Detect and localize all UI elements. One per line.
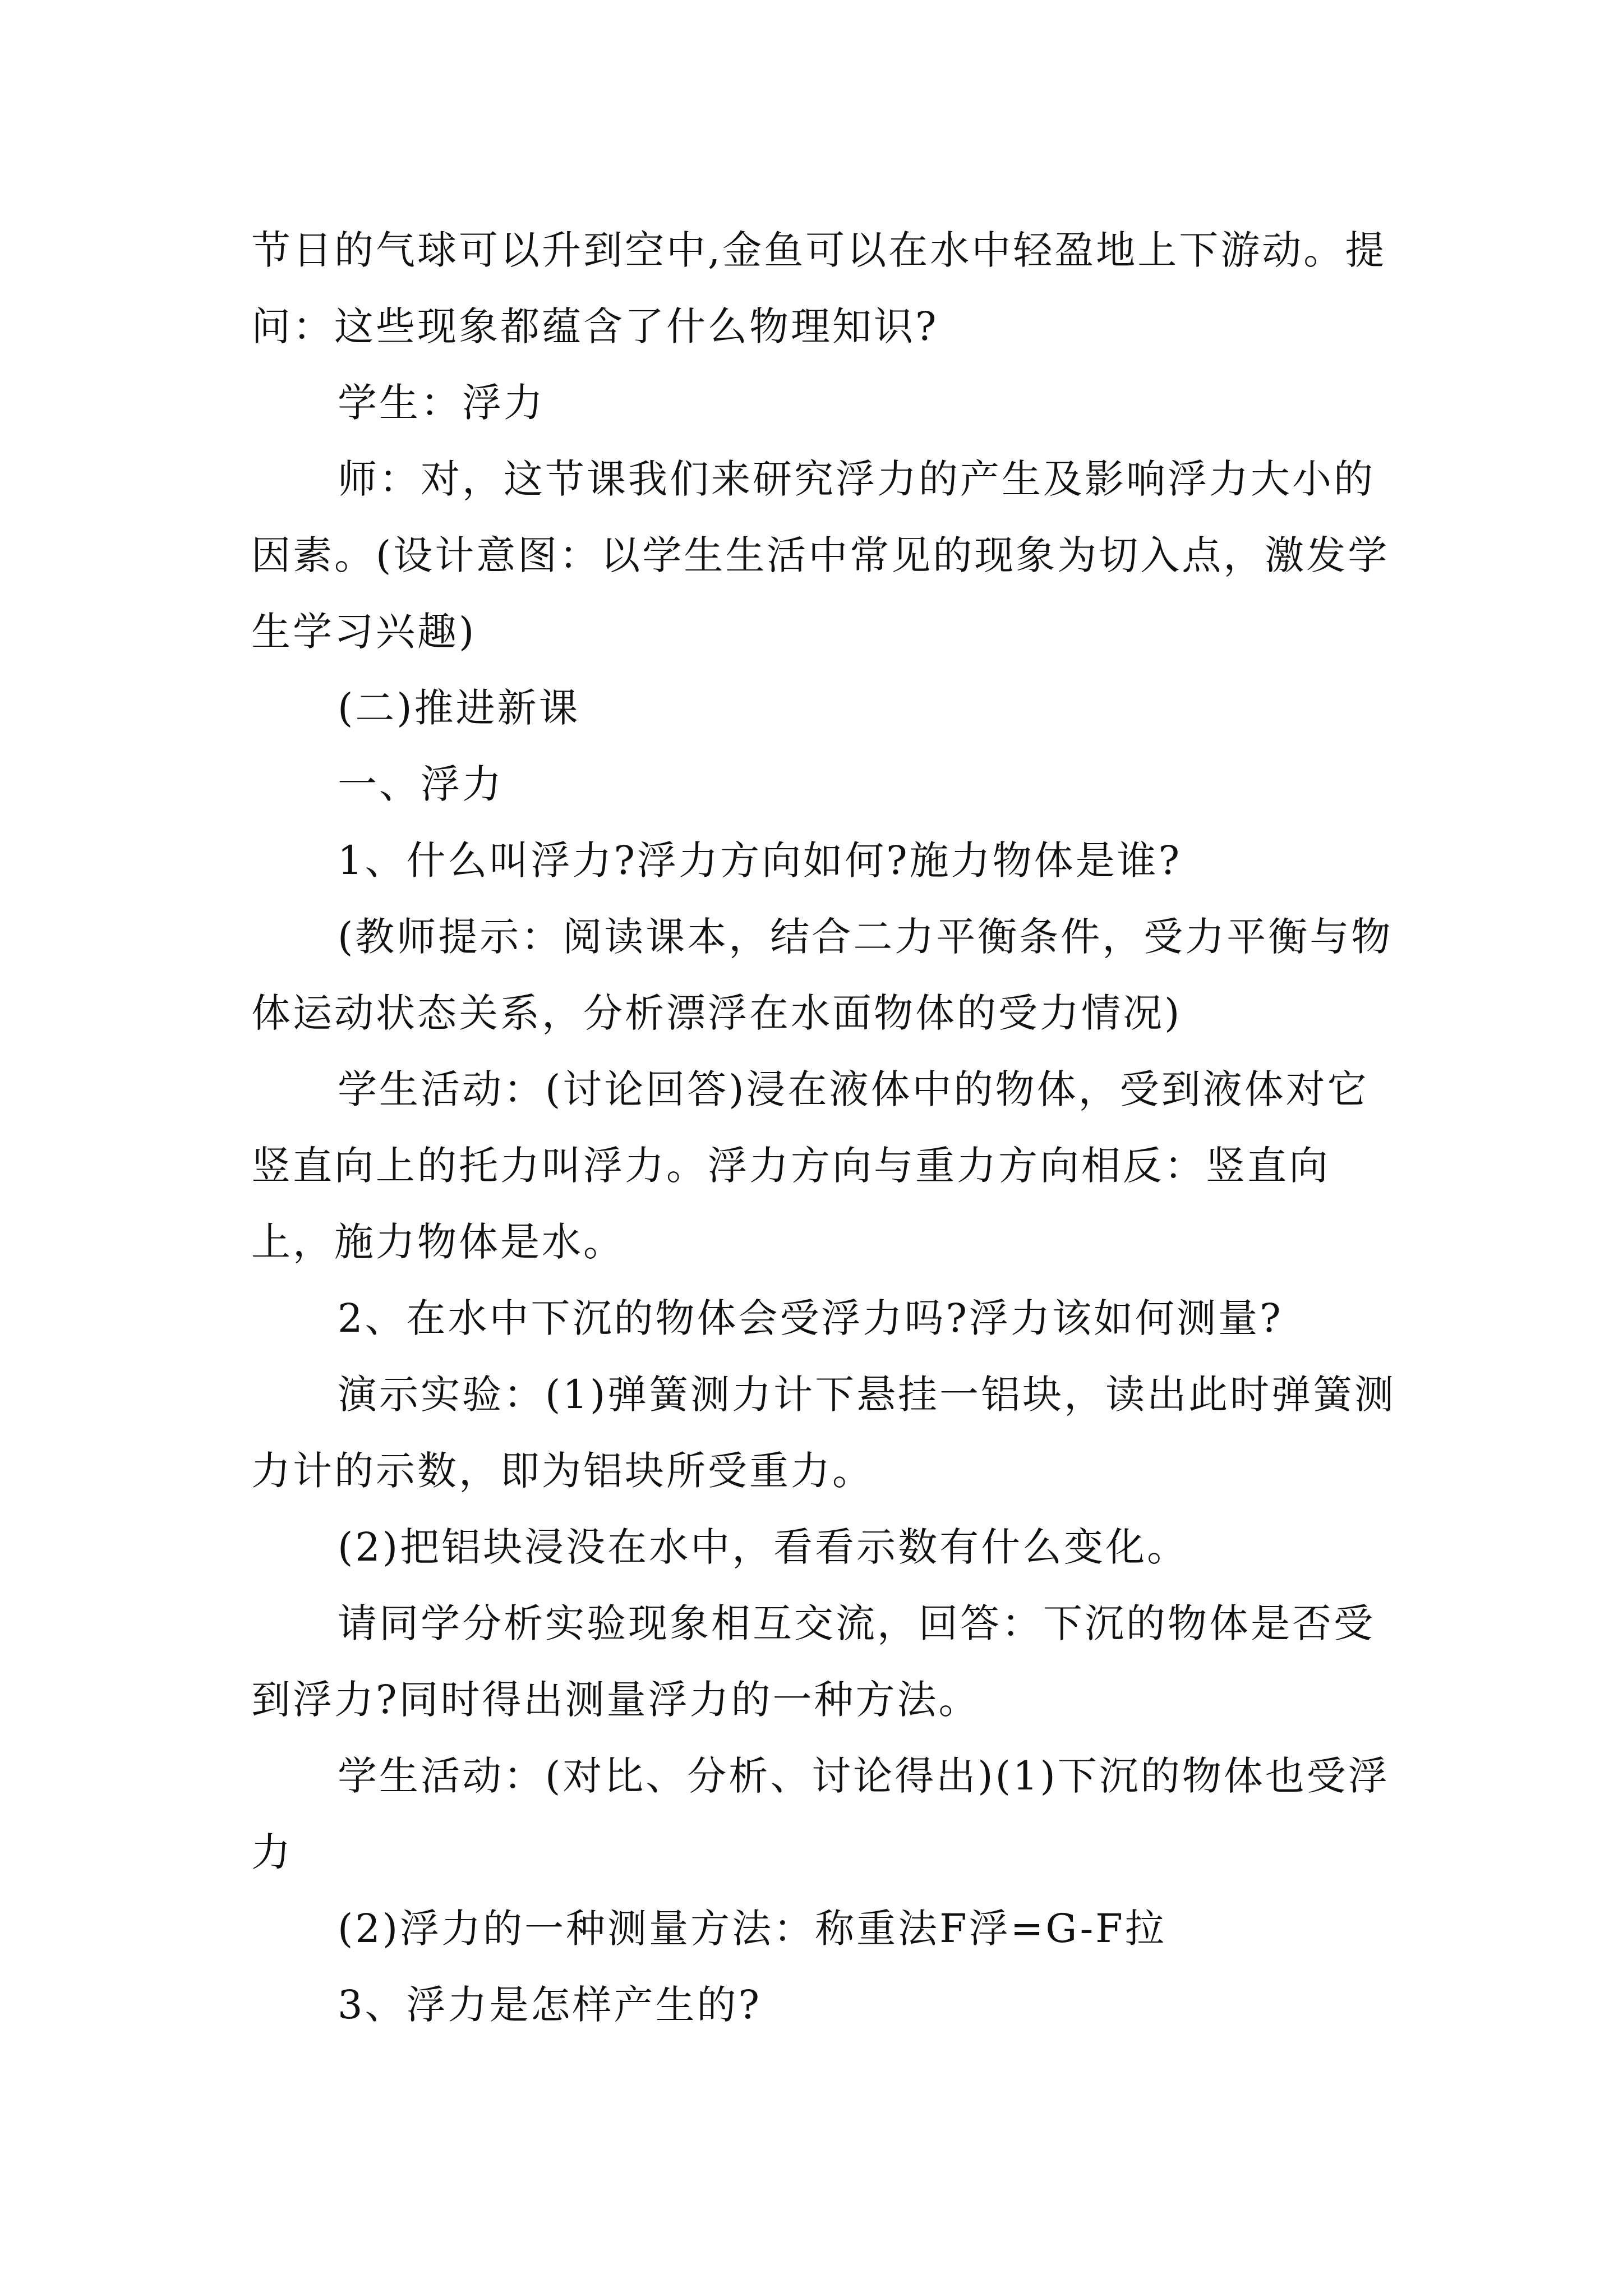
question-3: 3、浮力是怎样产生的? xyxy=(338,1982,762,2028)
paragraph-teacher-intro: 师：对，这节课我们来研究浮力的产生及影响浮力大小的因素。(设计意图：以学生生活中常见的现象为切入点，激发学生学习兴趣) xyxy=(251,456,1390,655)
paragraph-demo-step-2: (2)把铝块浸没在水中，看看示数有什么变化。 xyxy=(338,1524,1189,1570)
paragraph-student-activity-2: 学生活动：(对比、分析、讨论得出)(1)下沉的物体也受浮力 xyxy=(251,1753,1390,1875)
paragraph-analysis-prompt: 请同学分析实验现象相互交流，回答：下沉的物体是否受到浮力?同时得出测量浮力的一种方法。 xyxy=(251,1600,1375,1723)
paragraph-student-activity-1: 学生活动：(讨论回答)浸在液体中的物体，受到液体对它竖直向上的托力叫浮力。浮力方向与重力方向相反：竖直向上，施力物体是水。 xyxy=(251,1066,1369,1265)
paragraph-measurement-method: (2)浮力的一种测量方法：称重法F浮=G-F拉 xyxy=(338,1906,1166,1952)
question-2: 2、在水中下沉的物体会受浮力吗?浮力该如何测量? xyxy=(338,1295,1283,1341)
paragraph-intro: 节日的气球可以升到空中,金鱼可以在水中轻盈地上下游动。提问：这些现象都蕴含了什么物理知识? xyxy=(251,227,1387,349)
section-heading-buoyancy: 一、浮力 xyxy=(338,761,504,807)
paragraph-teacher-hint: (教师提示：阅读课本，结合二力平衡条件，受力平衡与物体运动状态关系，分析漂浮在水面物体的受力情况) xyxy=(251,914,1393,1036)
question-1: 1、什么叫浮力?浮力方向如何?施力物体是谁? xyxy=(338,838,1182,884)
paragraph-student-answer: 学生：浮力 xyxy=(338,380,545,426)
section-heading-new-lesson: (二)推进新课 xyxy=(338,685,580,731)
document-body xyxy=(251,212,1401,2043)
paragraph-demo-experiment: 演示实验：(1)弹簧测力计下悬挂一铝块，读出此时弹簧测力计的示数，即为铝块所受重力。 xyxy=(251,1372,1396,1494)
